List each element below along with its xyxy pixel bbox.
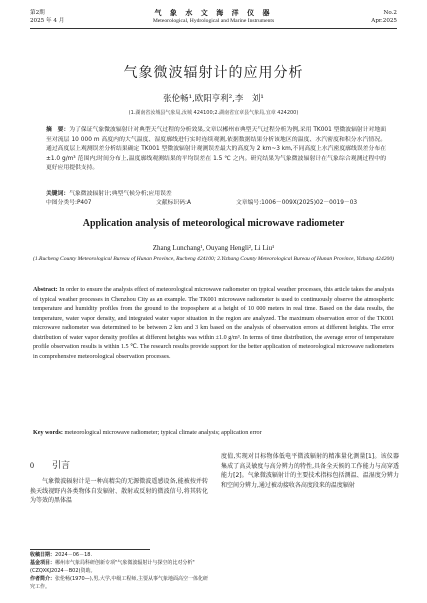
running-header-center — [0, 9, 427, 25]
section-heading-introduction — [30, 458, 208, 471]
abstract-cn — [46, 126, 386, 174]
fund-text: 郴州市气象局科研创新专项"气象微波辐射计与探空的比对分析"(CZQXKJ2024－B02)资助。 — [30, 560, 195, 574]
fund-label: 基金项目： — [30, 560, 56, 566]
affiliation-cn: (1.湖南省汝城县气象局,汝城 424100;2.湖南省宜章县气象局,宜章 424200) — [128, 110, 299, 116]
keywords-en — [33, 429, 394, 438]
article-meta — [46, 199, 386, 208]
footnote-received — [30, 552, 208, 560]
footnote-fund — [30, 560, 208, 575]
keywords-cn-text: 气象微波辐射计;典型气候分析;应用误差 — [69, 191, 172, 197]
keywords-cn-label: 关键词： — [46, 191, 70, 197]
journal-name-cn: 气 象 水 文 海 洋 仪 器 — [154, 8, 273, 17]
section-title: 引言 — [52, 461, 71, 471]
article-title-cn: 气象微波辐射计的应用分析 — [123, 65, 304, 81]
authors-en: Zhang Lunchang¹, Ouyang Hengli², Li Liu¹ — [152, 244, 275, 252]
article-number: 文章编号:1006－009X(2025)02－0019－03 — [236, 200, 358, 206]
keywords-en-text: meteorological microwave radiometer; typical climate analysis; application error — [64, 430, 262, 436]
abstract-cn-text: 为了保证气象微波辐射计对典型天气过程的分析效果,文章以郴州市典型天气过程分析为例,采用 TK001 型微波辐射计对地面至对流层 10 000 m 高度内的大气温度、湿度廓线进行实时连续观测,依据数据结果分析该地区的温度、水汽密度和积分水汽情况。通过高度层上观测误差分析结果确定 TK001 型微波辐射计观测误差最大的高度为 2 km~3 km,不同高度上水汽密度廓线误差分布在±1.0 g/m³ 范围内;时间分布上,温度廓线观测结果的平均误差在 1.5 ℃ 之内。研究结果为气象微波辐射计在气象综合观测过程中的更好应用提供支持。 — [46, 127, 386, 172]
abstract-en-label: Abstract: — [33, 287, 58, 293]
abstract-en-text: In order to ensure the analysis effect of meteorological microwave radiometer on typical weather processes, this article takes the analysis of typical weather processes in Chenzhou City as an example. The TK001 microwave radiometer is used to continuously observe the atmospheric temperature and humidity profiles from the ground to the troposphere at a height of 10 000 meters in real time. Based on the data results, the temperature, water vapor density, and integrated water vapor situation in the region are analyzed. The maximum observation error of the TK001 microwave radiometer was determined to be between 2 km and 3 km based on the analysis of observation errors at different heights. The error distribution of water vapor density profiles at different heights was within ±1.0 g/m³. In terms of time distribution, the average error of temperature profile observation results is within 1.5 ℃. The research results provide support for the better application of meteorological microwave radiometers in comprehensive meteorological observation processes. — [33, 287, 394, 360]
issue-number: 第2期 — [30, 10, 45, 16]
section-number: 0 — [30, 461, 34, 470]
running-header-right — [371, 9, 397, 25]
document-code: 文献标识码:A — [156, 200, 191, 206]
footnote-author-bio — [30, 576, 208, 591]
issue-number-en: No.2 — [383, 10, 397, 16]
abstract-cn-label: 摘 要： — [46, 127, 70, 133]
clc-number: 中图分类号:P407 — [46, 200, 92, 206]
body-paragraph-left: 气象微波辐射计是一种高精尖的无源微波遥感设备,能被按并转换天线视野内各类物体自发辐射、散射或反射的微波信号,将其转化为等效的黑体温 — [30, 478, 208, 505]
issue-date: 2025 年 4 月 — [30, 18, 65, 24]
bio-text: 张伦畅(1970—),男,大学,中级工程师,主要从事气象地面高空一体化研究工作。 — [30, 576, 209, 590]
article-title-en: Application analysis of meteorological microwave radiometer — [82, 218, 345, 229]
body-paragraph-right: 度值,实现对目标物体低电平微波辐射的精准量化测量[1]。该仪器集成了高灵敏度与高分辨力的特性,具备全天候的工作能力与高穿透能力[2]。气象微波辐射计的主要技术指标包括测温、温湿度分辨力和空间分辨力,通过被动接收各高度段来的温度辐射 — [221, 453, 399, 489]
journal-name-en: Meteorological, Hydrological and Marine Instruments — [152, 18, 275, 24]
keywords-en-label: Key words: — [33, 430, 63, 436]
received-date: 2024－06－18. — [55, 552, 93, 558]
footnote-rule — [30, 549, 150, 550]
keywords-cn — [46, 190, 386, 199]
issue-date-en: Apr.2025 — [371, 18, 397, 24]
header-rule — [30, 28, 397, 29]
received-label: 收稿日期： — [30, 552, 56, 558]
abstract-en — [33, 286, 394, 362]
affiliation-en: (1.Rucheng County Meteorological Bureau of Hunan Province, Rucheng 424100; 2.Yizhang County Meteorological Bureau of Hunan Province, Yizhang 424200) — [33, 256, 394, 262]
authors-cn: 张伦畅¹,欧阳亨利²,李 刘¹ — [163, 94, 264, 104]
bio-label: 作者简介： — [30, 576, 56, 582]
